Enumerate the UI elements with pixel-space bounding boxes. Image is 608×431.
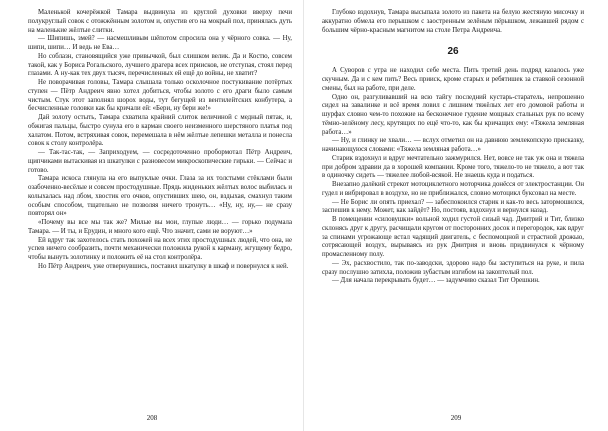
paragraph: Глубоко вздохнув, Тамара высыпала золото из пакета на белую жестяную мисочку и аккуратно обмела его перышком с заостренным зелёным пёрышком, лежавшей рядом с большим чёрно-красным магнитом на столе Петра Андреича. — [322, 9, 584, 34]
paragraph: Одно он, разгуливавший на всю тайгу последний кустарь-старатель, непрошенно сидел на завалинке и всё время ловил с лишним тяжёлых лет его домовой работы и шурфах словно чем-то похожие на бесконечное гудение мощных стальных рук по всему тёмно-зелёному лесу, крутящих по ещё что-то, как бы кричащих ему: «Тяжела земляная работа…» — [322, 93, 584, 136]
paragraph: В помещении «силовушки» вольной ходил густой сизый чад. Дмитрий и Тит, близко склонясь друг к другу, расчищали кругом от посторонних досок и перегородок, как вдруг за спинами угрожающе встал чадящий двигатель, с беспомощной и страстной дрожью, сотрясающей воздух, вырываясь из рук Дмитрия и вновь придвинулся к чёрному промасленному полу. — [322, 216, 584, 258]
paragraph: Но соблазн, становящийся уже привычкой, был слишком велик. Да и Костю, совсем такой, как у Бориса Рогальского, лучшего драгера всех приисков, не отступая, стоял перед глазами. А ну-как тех двух тысяч, перечисленных ей ещё до войны, не хватит? — [28, 52, 292, 78]
paragraph: Тамара искоса глянула на его выпуклые очки. Глаза за их толстыми стёклами были озабоченно-весёлые и совсем простодушные. Прядь жиденьких жёлтых волос выбилась и колыхалась над лбом, хвостик его очков, опустивших шею, он, вздыхая, смахнул таким особым способом, тщательно не позволяя ничего тронуть… «Ну, ну, ну,— не сразу повторял он» — [28, 175, 292, 218]
paragraph: Маленькой кочерёжкой Тамара выдвинула из круглой духовки вверху печи полукруглый совок с отожжённым золотом и, опустив его на мокрый пол, принялась дуть на маленькие жёлтые слитки. — [28, 9, 292, 34]
paragraph: — Эх, расхвостило, так по-заводски, здорово надо бы заступиться на руке, и пила сразу послушно затихла, положив зубастым изгибом на закоптелый пол. — [322, 259, 584, 276]
right-page-text-after — [322, 67, 584, 286]
left-page-number: 208 — [146, 414, 158, 422]
paragraph: Ей вдруг так захотелось стать похожей на всех этих простодушных людей, что она, не успев ничего сообразить, почти механически положила рукой к карману, жгущему бедро, чтобы вынуть золотинку и положить её на стол контролёра. — [28, 236, 292, 261]
paragraph: — Ну, и глинку не хвали… — вслух отметил он на давнюю землекопскую присказку, начинающуюся словами: «Тяжела земляная работа…» — [322, 137, 584, 153]
paragraph: — Для начала перекрывать будет… — задумчиво сказал Тит Орешкин. — [332, 277, 540, 285]
paragraph: — Шипишь, змей? — насмешливым шёпотом спросила она у чёрного совка. — Ну, шипи, шипи… И ведь не Ева… — [28, 35, 292, 51]
right-page — [304, 0, 608, 431]
paragraph: Старик вздохнул и вдруг мечтательно зажмурился. Нет, вовсе не так уж она и тяжела при добром здравии да в хорошей компании. Кроме того, тяжело-то не тяжело, а вот так в одиночку сидеть — тяжелее любой-всякой. Не знаешь куда и податься. — [322, 154, 584, 180]
chapter-number: 26 — [447, 46, 459, 58]
paragraph: Но Пётр Андреич, уже отвернувшись, поставил шкатулку в шкаф и повернулся к ней. — [38, 262, 289, 270]
paragraph: Не поворачивая головы, Тамара слышала только осколочное постукивание потёртых ступен — Пётр Андреич явно хотел добиться, чтобы золото с его драги было самым чистым. Стук этот заполнял шорох воды, тут бегущей из вентилейтских конбутера, а бесчисленные головки как бы кричали ей: «Бери, ну бери же!» — [28, 79, 292, 113]
paragraph: Дай золоту остыть, Тамара схватила крайний слиток величиной с медный пятак, и, обжигая пальцы, быстро сунула его в карман своего неизменного шерстяного платья под халатом. Потом, встряхивая совок, перемешала в нём жёлтые лепешки металла и понесла совок к столу контролёра. — [28, 114, 292, 148]
paragraph: А Суворов с утра не находил себе места. Пить третий день подряд казалось уже скучным. Да и с кем пить? Весь прииск, кроме старых и ребятишек за ставкой сезонной смены, был на работе, при деле. — [322, 67, 584, 92]
paragraph: — Не Борис ли опять приехал? — забеспокоился старик и как-то весь затормошился, заспешив к нему. Может, как зайдёт? Но, постояв, вздохнул и вернулся назад. — [322, 198, 584, 215]
right-page-number: 209 — [450, 414, 462, 422]
paragraph: — Так-тас-так, — Заприходуем, — сосредоточенно пробормотал Пётр Андреич, щипчиками вытаскивая из шкатулки с разновесом микроскопические гирьки. — Сейчас и готово. — [28, 149, 292, 174]
left-page-text — [28, 9, 292, 272]
paragraph: Внезапно далёкий стрекот мотоциклетного моторчика донёсся от электростанции. Он гудел и вибрировал в воздухе, но не приближался, словно мотоцикл буксовал на месте. — [322, 181, 584, 197]
right-page-text-before — [322, 9, 584, 35]
paragraph: «Почему вы все мы так же? Милые вы мои, глупые люди… — горько подумала Тамара. — И ты, и Ерудин, и много кого ещё. Что значит, сами не воруют…» — [28, 219, 292, 235]
